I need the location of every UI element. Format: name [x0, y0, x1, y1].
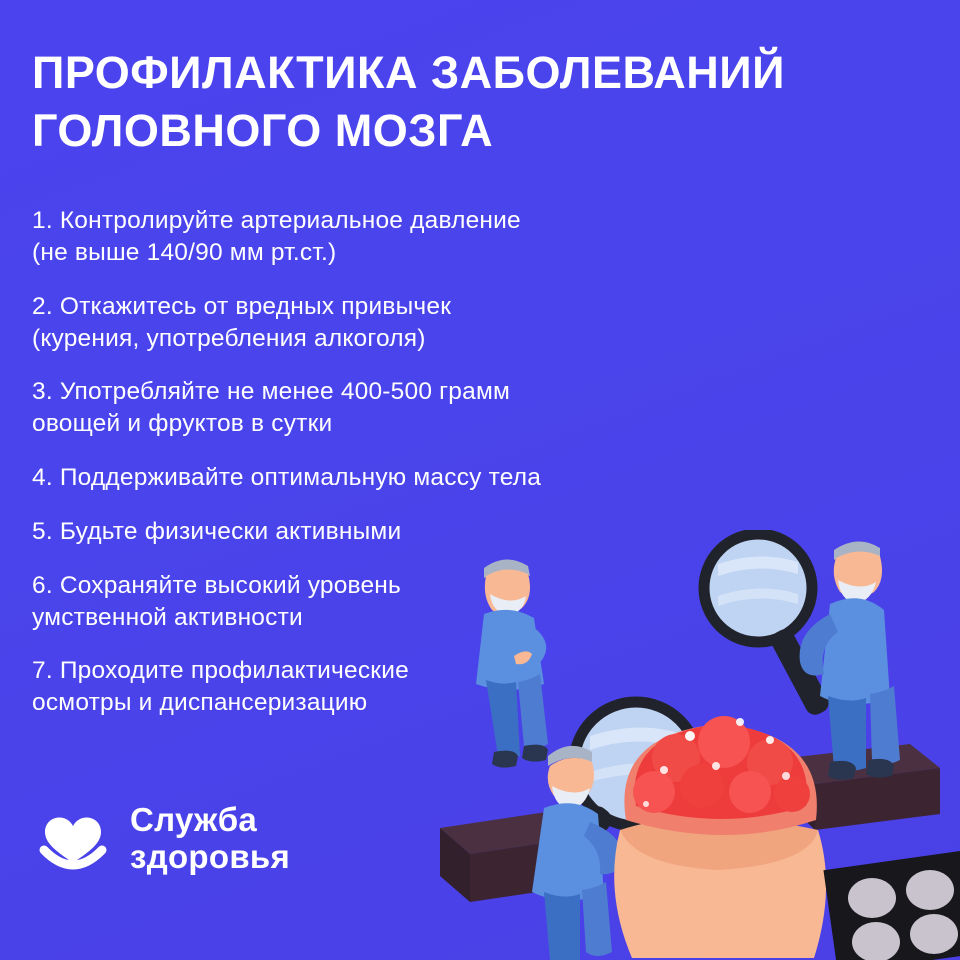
page-title-line-1: ПРОФИЛАКТИКА ЗАБОЛЕВАНИЙ [32, 47, 785, 98]
brand-logo [34, 800, 290, 878]
list-item-line-1: 5. Будьте физически активными [32, 517, 402, 545]
list-item [32, 205, 712, 269]
prevention-tips-list [32, 205, 712, 741]
list-item [32, 291, 712, 355]
magnifier-icon [704, 534, 832, 718]
list-item [32, 655, 712, 719]
list-item-line-1: 3. Употребляйте не менее 400-500 грамм [32, 378, 511, 406]
list-item-line-1: 1. Контролируйте артериальное давление [32, 207, 521, 234]
list-item [32, 516, 712, 548]
list-item-line-2: овощей и фруктов в сутки [32, 410, 333, 438]
list-item-line-1: 6. Сохраняйте высокий уровень [32, 571, 402, 599]
brain-shape [614, 716, 826, 958]
list-item [32, 462, 712, 494]
brand-logo-line-1: Служба [130, 801, 258, 839]
doctor-figure [532, 746, 622, 960]
page-title-line-2: ГОЛОВНОГО МОЗГА [32, 104, 494, 156]
list-item-line-2: (курения, употребления алкоголя) [32, 324, 426, 352]
list-item-line-2: (не выше 140/90 мм рт.ст.) [32, 238, 337, 266]
heart-smile-icon [34, 800, 112, 878]
brand-logo-text [130, 802, 290, 876]
brand-logo-line-2: здоровья [130, 838, 291, 875]
list-item-line-2: осмотры и диспансеризацию [32, 689, 368, 717]
list-item [32, 570, 712, 634]
page-title [32, 44, 932, 159]
list-item-line-1: 7. Проходите профилактические [32, 657, 409, 685]
pedestal-right [788, 744, 940, 830]
doctor-figure [800, 541, 900, 779]
list-item-line-1: 2. Откажитесь от вредных привычек [32, 292, 452, 320]
brain-scan-images [823, 851, 960, 960]
list-item-line-1: 4. Поддерживайте оптимальную массу тела [32, 464, 542, 492]
list-item [32, 376, 712, 440]
list-item-line-2: умственной активности [32, 603, 303, 631]
pedestal-left [440, 810, 592, 902]
